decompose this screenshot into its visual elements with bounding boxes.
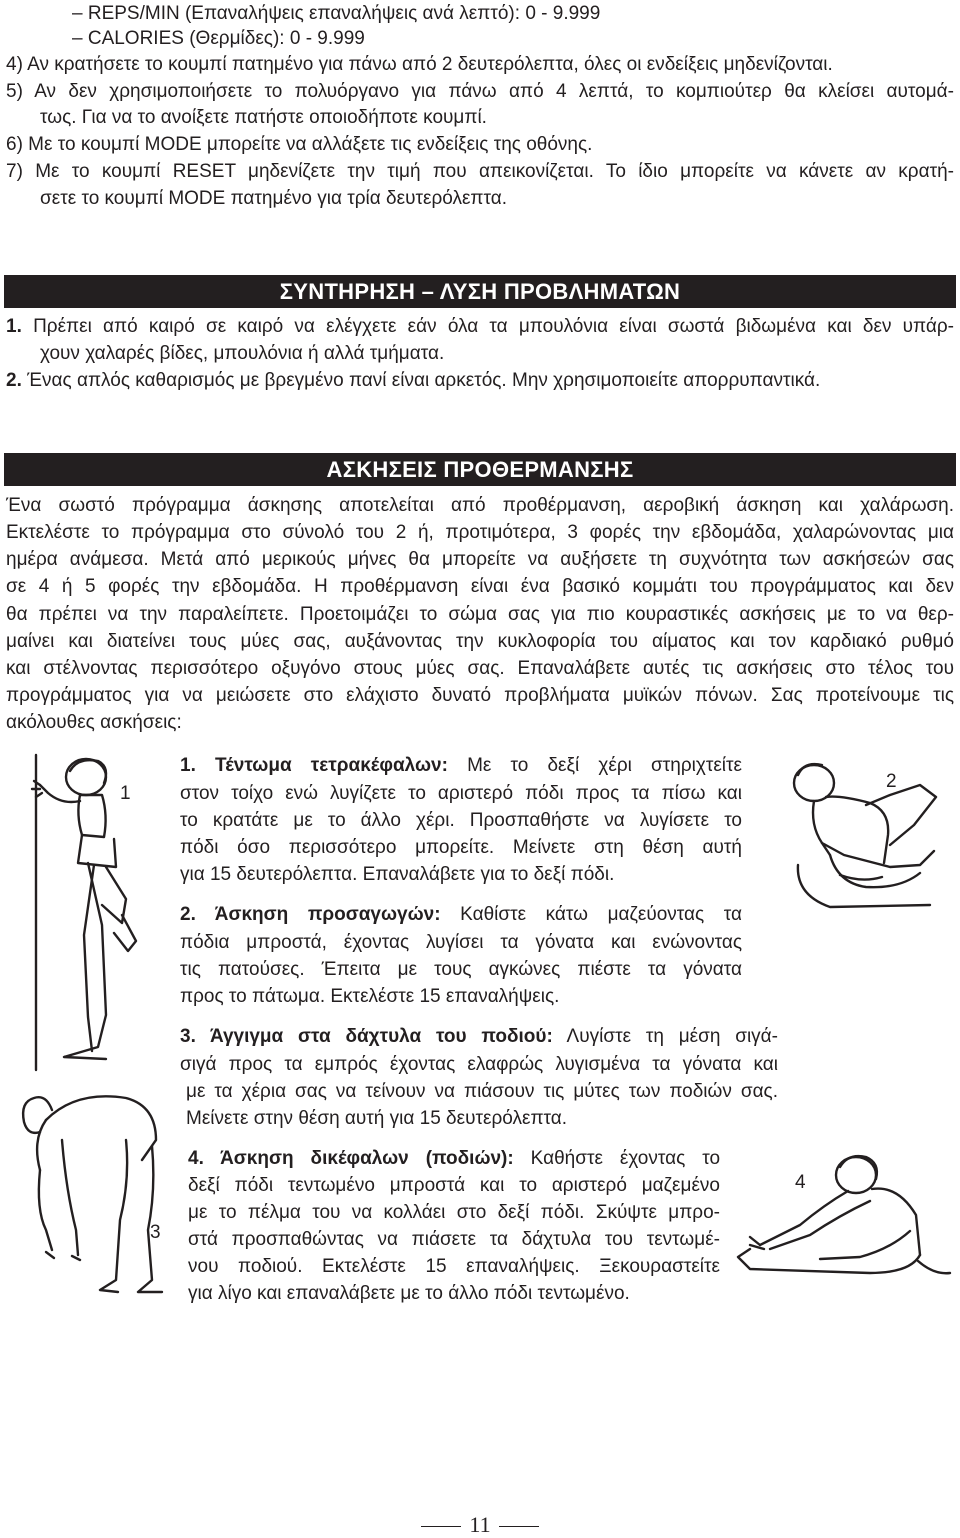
exercise-1-line: πόδι όσο περισσότερο μπορείτε. Μείνετε στη θέση αυτή [180,837,742,858]
exercise-2-heading: 2. Άσκηση προσαγωγών: [180,904,441,925]
maintenance-item-1-text: Πρέπει από καιρό σε καιρό να ελέγχετε εάν όλα τα μπουλόνια είναι σωστά βιδωμένα και δεν υπάρ- [33,316,955,337]
maintenance-item-2-text: Ένας απλός καθαρισμός με βρεγμένο πανί είναι αρκετός. Μην χρησιμοποιείτε απορρυπαντικά. [27,370,821,391]
exercise-3-line1 [180,1023,778,1050]
maintenance-item-1-line2: χουν χαλαρές βίδες, μπουλόνια ή αλλά τμήματα. [40,343,445,364]
exercise-2-line: τις πατούσες. Έπειτα με τους αγκώνες πιέστε τα γόνατα [180,959,742,980]
figure-label-2: 2 [886,771,897,792]
exercise-4-text: Καθήστε έχοντας το [530,1148,721,1169]
exercise-4-line: στά προσπαθώντας να πιάσετε τα δάχτυλα του τεντωμέ- [188,1229,720,1250]
maintenance-item-2-number: 2. [6,370,22,391]
exercise-4-line: για λίγο και επαναλάβετε με το άλλο πόδι τεντωμένο. [188,1283,630,1304]
warmup-intro-line: ακόλουθες ασκήσεις: [6,712,182,733]
warmup-intro-line: μαίνει και διατείνει τους μύες σας, αυξάνοντας την κυκλοφορία του αίματος και τον καρδιακό ρυθμό [6,631,954,652]
list-item-7-line2: σετε το κουμπί MODE πατημένο για τρία δευτερόλεπτα. [40,188,508,209]
exercise-4-line: με το πέλμα του να κολλάει στο δεξί πόδι. Σκύψτε μπρο- [188,1202,720,1223]
list-item-calories: – CALORIES (Θερμίδες): 0 - 9.999 [72,28,365,49]
warmup-intro-line: θα πρέπει να την παραλείπετε. Προετοιμάζει το σώμα σας για πιο κουραστικές ασκήσεις με το να θερ- [6,604,954,625]
page-number-text: 11 [469,1512,491,1537]
warmup-intro-line: Εκτελέστε το πρόγραμμα στο σύνολό του 2 ή, προτιμότερα, 3 φορές την εβδομάδα, χαλαρώνοντας μια [6,522,954,543]
list-item-6: 6) Με το κουμπί MODE μπορείτε να αλλάξετε τις ενδείξεις της οθόνης. [6,134,593,155]
exercise-2-line: πόδια μπροστά, έχοντας λυγίσει τα γόνατα και ενώνοντας [180,932,742,953]
exercise-1-heading: 1. Τέντωμα τετρακέφαλων: [180,755,448,776]
exercise-1-text: Με το δεξί χέρι στηριχτείτε [467,755,743,776]
warmup-intro-line: σε 4 ή 5 φορές την εβδομάδα. Η προθέρμανση είναι ένα βασικό κομμάτι του προγράμματος και δεν [6,576,954,597]
exercise-2-line: προς το πάτωμα. Εκτελέστε 15 επαναλήψεις. [180,986,560,1007]
warmup-intro-line: ημέρα ανάμεσα. Μετά από μερικούς μήνες θα μπορείτε να αυξήσετε τη συχνότητα των ασκήσεών σας [6,549,954,570]
exercise-3-text: Λυγίστε τη μέση σιγά- [566,1026,778,1047]
exercise-1-line: στον τοίχο ενώ λυγίζετε το αριστερό πόδι προς τα πίσω και [180,783,742,804]
figure-label-4: 4 [795,1172,806,1193]
exercise-1-line1 [180,752,742,779]
exercise-3-line: Μείνετε στην θέση αυτή για 15 δευτερόλεπτα. [186,1108,568,1129]
exercise-3-line: με τα χέρια σας να τείνουν να πιάσουν τις μύτες των ποδιών σας. [186,1081,778,1102]
exercise-2-text: Καθίστε κάτω μαζεύοντας τα [460,904,742,925]
figure-label-3: 3 [150,1222,161,1243]
list-item-4: 4) Αν κρατήσετε το κουμπί πατημένο για πάνω από 2 δευτερόλεπτα, όλες οι ενδείξεις μηδενίζονται. [6,54,833,75]
list-item-7-line1: 7) Με το κουμπί RESET μηδενίζετε την τιμή που απεικονίζεται. Το ίδιο μπορείτε να κάνετε αν κρατή- [6,161,954,182]
figure-hamstring-stretch [720,1145,956,1295]
figure-adductor-stretch [770,755,950,925]
page-number-rule-left [421,1526,461,1527]
exercise-2-line1 [180,901,742,928]
page-number-rule-right [499,1526,539,1527]
warmup-intro-line: προγράμματος για να μειώσετε στο ελάχιστο δυνατό προβλήματα μυϊκών πόνων. Σας προτείνουμε τις [6,685,954,706]
list-item-5-line1: 5) Αν δεν χρησιμοποιήσετε το πολυόργανο για πάνω από 4 λεπτά, το κομπιούτερ θα κλείσει αυτομά- [6,81,954,102]
exercise-4-line: νου ποδιού. Εκτελέστε 15 επαναλήψεις. Ξεκουραστείτε [188,1256,720,1277]
page-number [0,1512,960,1538]
exercise-4-line: δεξί πόδι τεντωμένο μπροστά και το αριστερό μαζεμένο [188,1175,720,1196]
exercise-4-heading: 4. Άσκηση δικέφαλων (ποδιών): [188,1148,514,1169]
figure-label-1: 1 [120,783,131,804]
warmup-intro-line: Ένα σωστό πρόγραμμα άσκησης αποτελείται από προθέρμανση, αεροβική άσκηση και χαλάρωση. [6,495,954,516]
list-item-reps: – REPS/MIN (Επαναλήψεις επαναλήψεις ανά λεπτό): 0 - 9.999 [72,3,601,24]
warmup-intro-line: και στέλνοντας περισσότερο οξυγόνο στους μύες σας. Επαναλάβετε αυτές τις ασκήσεις στο τέλος του [6,658,954,679]
maintenance-item-1-line1 [6,313,954,340]
figure-toe-touch [6,1080,186,1300]
maintenance-item-2 [6,367,820,394]
exercise-1-line: για 15 δευτερόλεπτα. Επαναλάβετε για το δεξί πόδι. [180,864,615,885]
exercise-4-line1 [188,1145,720,1172]
list-item-5-line2: τως. Για να το ανοίξετε πατήστε οποιοδήποτε κουμπί. [40,107,487,128]
maintenance-item-1-number: 1. [6,316,22,337]
exercise-3-heading: 3. Άγγιγμα στα δάχτυλα του ποδιού: [180,1026,553,1047]
section-title-warmup: ΑΣΚΗΣΕΙΣ ΠΡΟΘΕΡΜΑΝΣΗΣ [4,453,956,486]
exercise-1-line: το κρατάτε με το άλλο χέρι. Προσπαθήστε να λυγίσετε το [180,810,742,831]
section-title-maintenance: ΣΥΝΤΗΡΗΣΗ – ΛΥΣΗ ΠΡΟΒΛΗΜΑΤΩΝ [4,275,956,308]
exercise-3-line: σιγά προς τα εμπρός έχοντας ελαφρώς λυγισμένα τα γόνατα και [180,1054,778,1075]
